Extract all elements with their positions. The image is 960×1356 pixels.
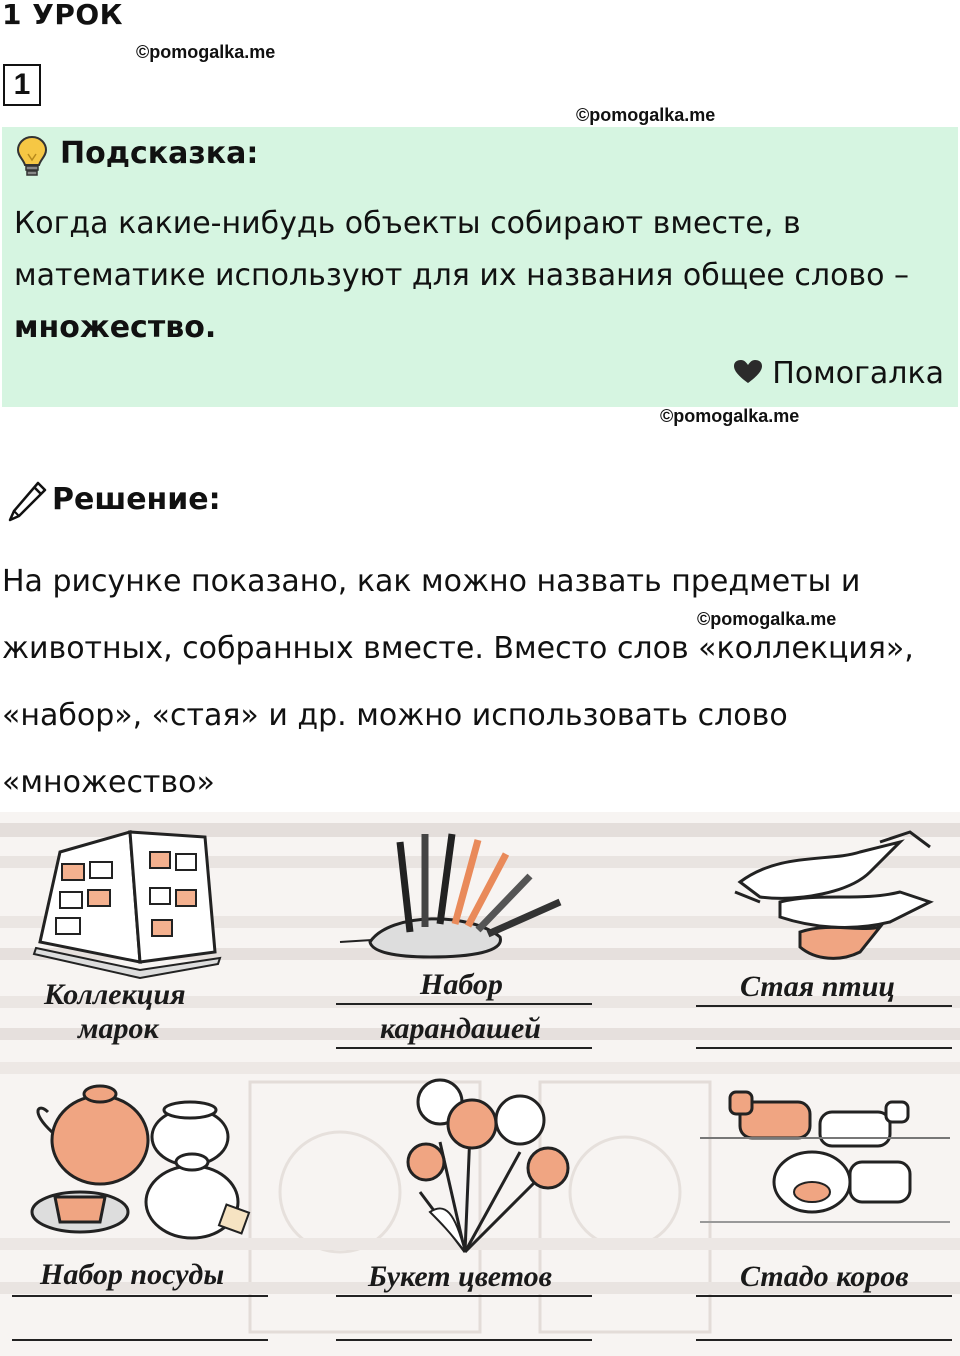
hint-text-body: Когда какие-нибудь объекты собирают вместе, в математике используют для их названия общее слово – — [14, 206, 909, 293]
watermark: ©pomogalka.me — [576, 105, 716, 125]
solution-line: «набор», «стая» и др. можно использовать слово — [2, 698, 788, 733]
heart-icon — [733, 359, 763, 385]
caption-dishes: Набор посуды — [40, 1258, 225, 1291]
signature-text: Помогалка — [772, 356, 944, 391]
watermark: ©pomogalka.me — [660, 406, 800, 426]
lightbulb-icon — [14, 134, 50, 178]
caption-pencils-2: карандашей — [380, 1012, 541, 1045]
lesson-title: 1 УРОК — [2, 0, 124, 31]
caption-cows: Стадо коров — [740, 1260, 909, 1293]
hint-bold-word: множество. — [14, 310, 217, 345]
solution-text — [2, 548, 952, 816]
hint-signature — [733, 356, 944, 391]
task-number: 1 — [3, 64, 41, 106]
solution-title: Решение: — [52, 482, 221, 517]
hint-text — [14, 198, 944, 354]
solution-line: животных, собранных вместе. Вместо слов «коллекция», — [2, 631, 914, 666]
solution-line: «множество» — [2, 765, 215, 800]
textbook-illustration — [0, 812, 960, 1356]
watermark: ©pomogalka.me — [136, 42, 276, 62]
caption-pencils-1: Набор — [420, 968, 503, 1001]
caption-birds: Стая птиц — [740, 970, 896, 1003]
watermark: ©pomogalka.me — [697, 609, 837, 629]
caption-stamps-2: марок — [78, 1012, 159, 1045]
hint-title: Подсказка: — [60, 136, 259, 171]
caption-stamps-1: Коллекция — [44, 978, 186, 1011]
pencil-icon — [6, 480, 48, 524]
caption-flowers: Букет цветов — [368, 1260, 553, 1293]
solution-line: На рисунке показано, как можно назвать предметы и — [2, 564, 861, 599]
stamp-album-drawing — [34, 832, 220, 978]
